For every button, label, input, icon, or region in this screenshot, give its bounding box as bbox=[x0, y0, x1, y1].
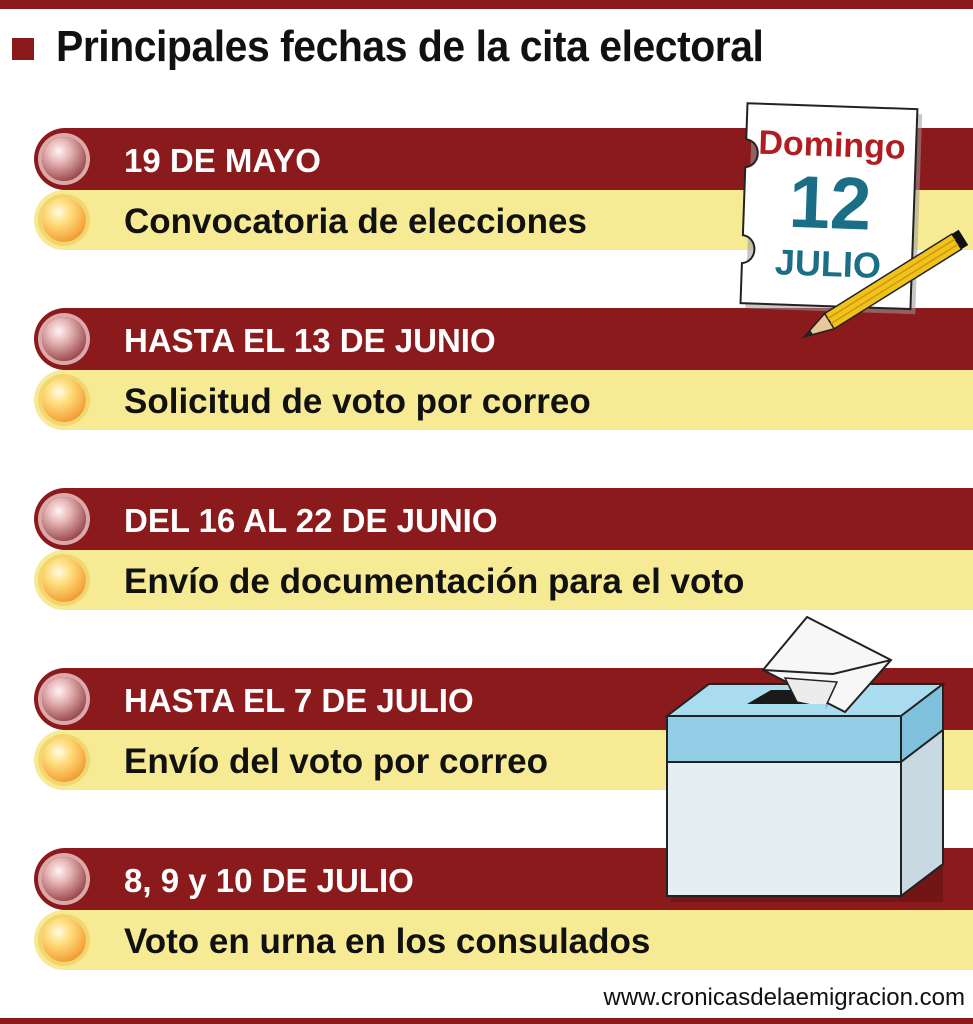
event-description: Envío de documentación para el voto bbox=[124, 562, 745, 601]
event-description: Convocatoria de elecciones bbox=[124, 202, 587, 241]
date-bullet-icon bbox=[42, 137, 86, 181]
calendar-day: 12 bbox=[787, 159, 873, 246]
description-bullet-icon bbox=[42, 558, 86, 602]
date-bullet-icon bbox=[42, 317, 86, 361]
event-description: Solicitud de voto por correo bbox=[124, 382, 591, 421]
page-title: Principales fechas de la cita electoral bbox=[56, 22, 764, 71]
date-bullet-icon bbox=[42, 677, 86, 721]
event-description: Envío del voto por correo bbox=[124, 742, 548, 781]
ballot-box-icon bbox=[655, 612, 955, 907]
event-date: HASTA EL 7 DE JULIO bbox=[124, 682, 474, 719]
event-date: 8, 9 y 10 DE JULIO bbox=[124, 862, 414, 899]
calendar-weekday: Domingo bbox=[757, 123, 907, 167]
calendar-icon bbox=[730, 100, 970, 345]
top-rule bbox=[0, 0, 973, 9]
event-description: Voto en urna en los consulados bbox=[124, 922, 651, 961]
event-date: HASTA EL 13 DE JUNIO bbox=[124, 322, 496, 359]
description-bullet-icon bbox=[42, 198, 86, 242]
event-date: 19 DE MAYO bbox=[124, 142, 321, 179]
event-date: DEL 16 AL 22 DE JUNIO bbox=[124, 502, 498, 539]
description-bullet-icon bbox=[42, 378, 86, 422]
source-url: www.cronicasdelaemigracion.com bbox=[603, 984, 965, 1011]
title-square-icon bbox=[12, 38, 34, 60]
description-bullet-icon bbox=[42, 918, 86, 962]
date-bullet-icon bbox=[42, 857, 86, 901]
calendar-month: JULIO bbox=[774, 241, 882, 286]
date-bullet-icon bbox=[42, 497, 86, 541]
bottom-rule bbox=[0, 1018, 973, 1024]
timeline-event bbox=[0, 488, 973, 616]
description-bullet-icon bbox=[42, 738, 86, 782]
